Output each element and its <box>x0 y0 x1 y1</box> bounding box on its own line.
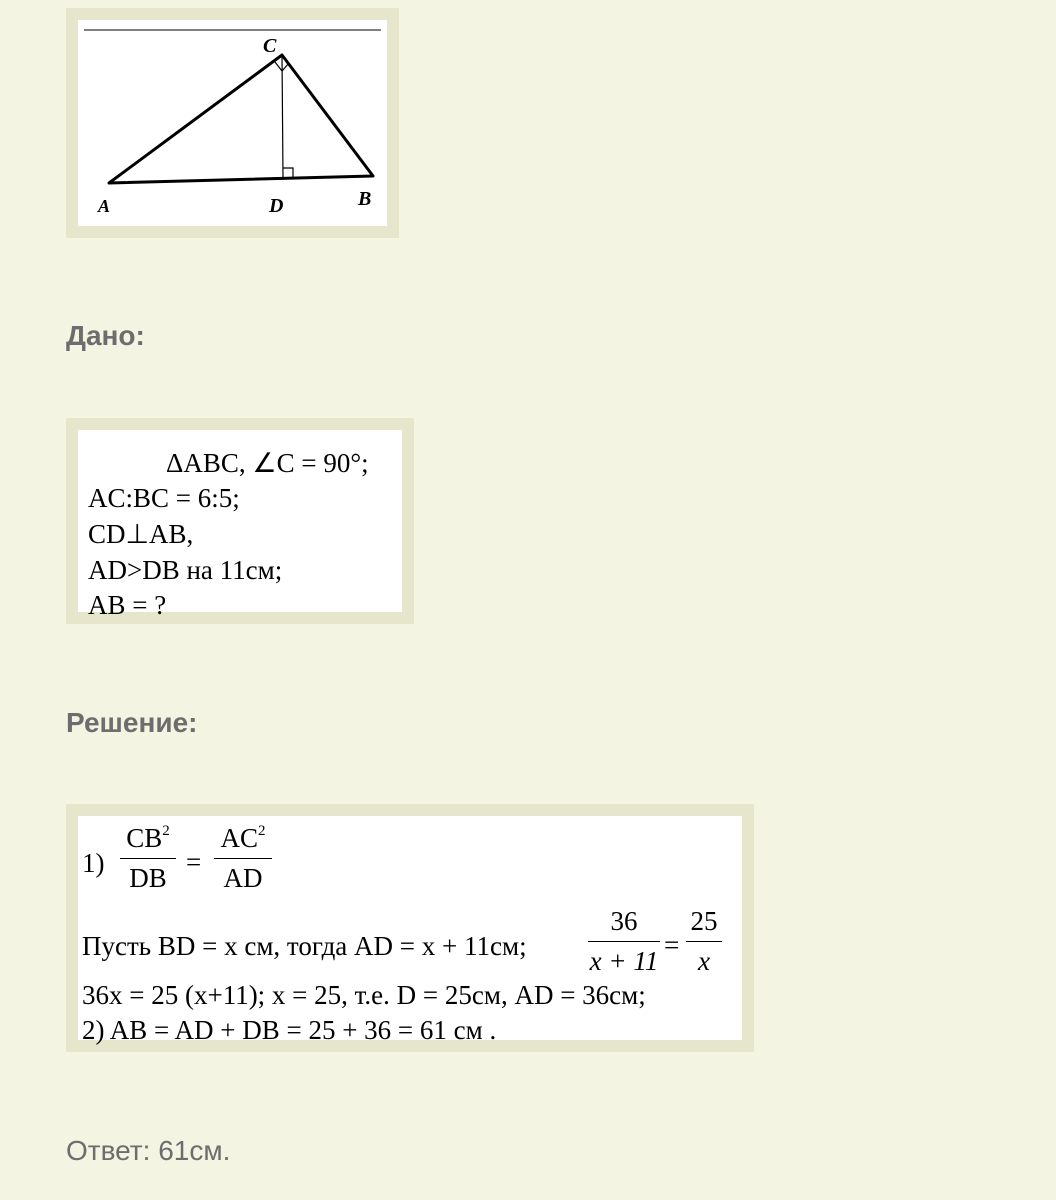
solution-line-3: 36x = 25 (x+11); x = 25, т.е. D = 25см, AD = 36см; <box>82 980 646 1010</box>
label-b: B <box>358 188 372 210</box>
fraction-ac-ad-numerator: $AC^2$ <box>220 823 266 853</box>
fraction-25-x-numerator: 25 <box>690 906 718 936</box>
fraction-ac-ad-denominator: AD <box>223 863 263 893</box>
fraction-cb-db-denominator: DB <box>129 863 167 893</box>
given-heading: Дано: <box>66 320 145 351</box>
solution-heading: Решение: <box>66 707 198 738</box>
label-d: D <box>269 195 284 217</box>
fraction-36-x11-denominator: x + 11 <box>589 946 659 976</box>
fraction-cb-db-numerator: $CB^2$ <box>126 823 170 853</box>
solution-line-4: 2) AB = AD + DB = 25 + 36 = 61 см . <box>82 1015 497 1045</box>
fraction-bar <box>214 858 272 859</box>
given-line-4: AD>DB на 11см; <box>88 555 283 585</box>
step1-label: 1) <box>82 848 105 878</box>
fraction-bar <box>588 941 660 942</box>
given-line-1: ΔABC, ∠C = 90°; <box>166 448 369 478</box>
given-box <box>66 418 414 624</box>
fraction-25-x-denominator: x <box>698 946 710 976</box>
fraction-bar <box>686 941 722 942</box>
fraction-cb-db <box>120 824 176 892</box>
right-angle-mark-d <box>283 168 293 177</box>
fraction-36-x11-numerator: 36 <box>610 906 638 936</box>
equals-sign-2: = <box>664 930 680 960</box>
given-line-2: AC:BC = 6:5; <box>88 483 240 513</box>
triangle-abc <box>109 55 373 183</box>
solution-line-2: Пусть BD = x см, тогда AD = x + 11см; <box>82 931 527 961</box>
fraction-ac-ad <box>214 824 272 892</box>
fraction-25-x <box>686 908 722 975</box>
figure-frame <box>66 8 399 238</box>
fraction-36-x11 <box>588 908 660 975</box>
solution-box <box>66 804 754 1052</box>
altitude-cd <box>282 55 283 177</box>
label-c: C <box>263 35 277 57</box>
equals-sign: = <box>186 847 202 877</box>
answer-text: Ответ: 61см. <box>66 1135 231 1166</box>
triangle-figure <box>78 20 387 226</box>
label-a: A <box>98 196 111 216</box>
given-line-3: CD⊥AB, <box>88 519 194 549</box>
fraction-bar <box>120 858 176 859</box>
given-line-5: AB = ? <box>88 590 167 620</box>
